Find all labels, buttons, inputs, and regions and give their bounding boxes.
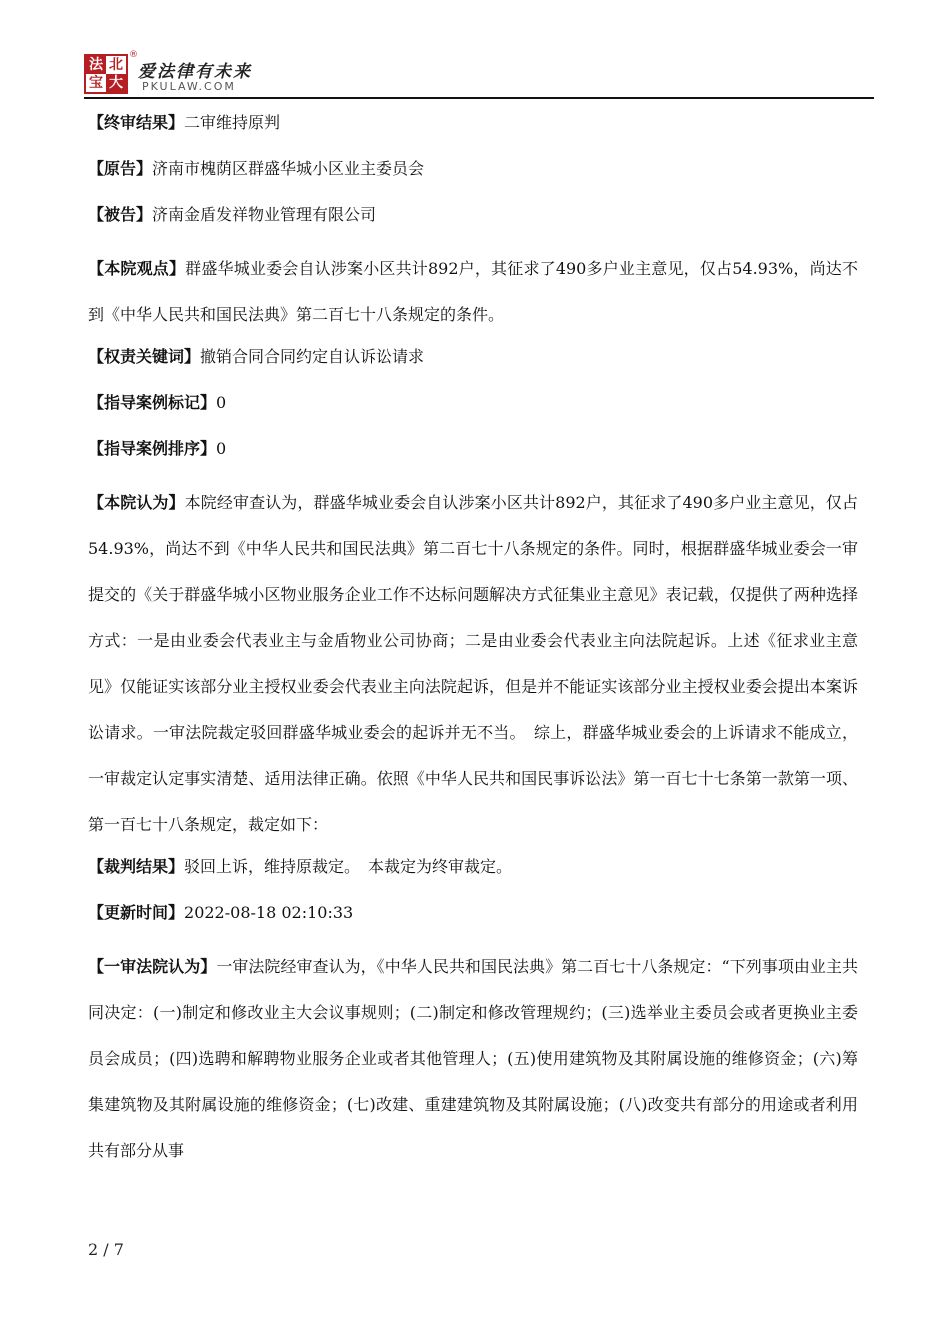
field-label: 【原告】 — [88, 159, 153, 178]
field-value: 群盛华城业委会自认涉案小区共计892户，其征求了490多户业主意见，仅占54.93%，尚达不到《中华人民共和国民法典》第二百七十八条规定的条件。 — [88, 259, 858, 324]
field-update-time — [88, 898, 858, 928]
field-keywords — [88, 342, 858, 372]
field-value: 0 — [216, 393, 227, 412]
field-label: 【被告】 — [88, 205, 153, 224]
field-value: 济南金盾发祥物业管理有限公司 — [152, 205, 377, 224]
header-divider — [84, 97, 874, 99]
logo-char: 法 — [86, 56, 106, 74]
field-label: 【指导案例标记】 — [88, 393, 217, 412]
field-label: 【终审结果】 — [88, 113, 185, 132]
field-value: 驳回上诉，维持原裁定。 本裁定为终审裁定。 — [184, 857, 513, 876]
field-label: 【指导案例排序】 — [88, 439, 217, 458]
field-label: 【裁判结果】 — [88, 857, 185, 876]
field-court-opinion — [88, 480, 858, 848]
logo-char: 大 — [106, 74, 126, 92]
field-label: 【本院认为】 — [88, 493, 185, 512]
field-judgment-result — [88, 852, 858, 882]
field-value: 0 — [216, 439, 227, 458]
logo-slogan: 爱法律有未来 — [138, 62, 252, 82]
logo-char: 北 — [106, 56, 126, 74]
field-final-result — [88, 108, 858, 138]
field-label: 【更新时间】 — [88, 903, 185, 922]
field-first-instance-opinion — [88, 944, 858, 1174]
pkulaw-logo-seal — [84, 54, 128, 94]
page-header — [84, 50, 874, 100]
field-guiding-case-order — [88, 434, 858, 464]
field-label: 【权责关键词】 — [88, 347, 201, 366]
field-value: 本院经审查认为，群盛华城业委会自认涉案小区共计892户，其征求了490多户业主意见，仅占54.93%，尚达不到《中华人民共和国民法典》第二百七十八条规定的条件。同时，根据群盛华城业委会一审提交的《关于群盛华城小区物业服务企业工作不达标问题解决方式征集业主意见》表记载，仅提供了两种选择方式：一是由业委会代表业主与金盾物业公司协商；二是由业委会代表业主向法院起诉。上述《征求业主意见》仅能证实该部分业主授权业委会代表业主向法院起诉，但是并不能证实该部分业主授权业委会提出本案诉讼请求。一审法院裁定驳回群盛华城业委会的起诉并无不当。 综上，群盛华城业委会的上诉请求不能成立，一审裁定认定事实清楚、适用法律正确。依照《中华人民共和国民事诉讼法》第一百七十七条第一款第一项、第一百七十八条规定，裁定如下： — [88, 493, 858, 834]
field-label: 【一审法院认为】 — [88, 957, 217, 976]
field-value: 二审维持原判 — [184, 113, 281, 132]
document-body — [88, 108, 858, 1174]
field-value: 一审法院经审查认为，《中华人民共和国民法典》第二百七十八条规定：“下列事项由业主共同决定：(一)制定和修改业主大会议事规则；(二)制定和修改管理规约；(三)选举业主委员会或者更换业主委员会成员；(四)选聘和解聘物业服务企业或者其他管理人；(五)使用建筑物及其附属设施的维修资金；(六)筹集建筑物及其附属设施的维修资金；(七)改建、重建建筑物及其附属设施；(八)改变共有部分的用途或者利用共有部分从事 — [88, 957, 858, 1160]
field-value: 撤销合同合同约定自认诉讼请求 — [200, 347, 425, 366]
field-value: 2022-08-18 02:10:33 — [184, 903, 354, 922]
registered-mark: ® — [129, 50, 138, 60]
field-label: 【本院观点】 — [88, 259, 186, 278]
field-court-view — [88, 246, 858, 338]
field-defendant — [88, 200, 858, 230]
field-plaintiff — [88, 154, 858, 184]
logo-char: 宝 — [86, 74, 106, 92]
field-guiding-case-mark — [88, 388, 858, 418]
page-number: 2 / 7 — [88, 1240, 124, 1259]
logo-url: PKULAW.COM — [142, 80, 236, 93]
field-value: 济南市槐荫区群盛华城小区业主委员会 — [152, 159, 425, 178]
